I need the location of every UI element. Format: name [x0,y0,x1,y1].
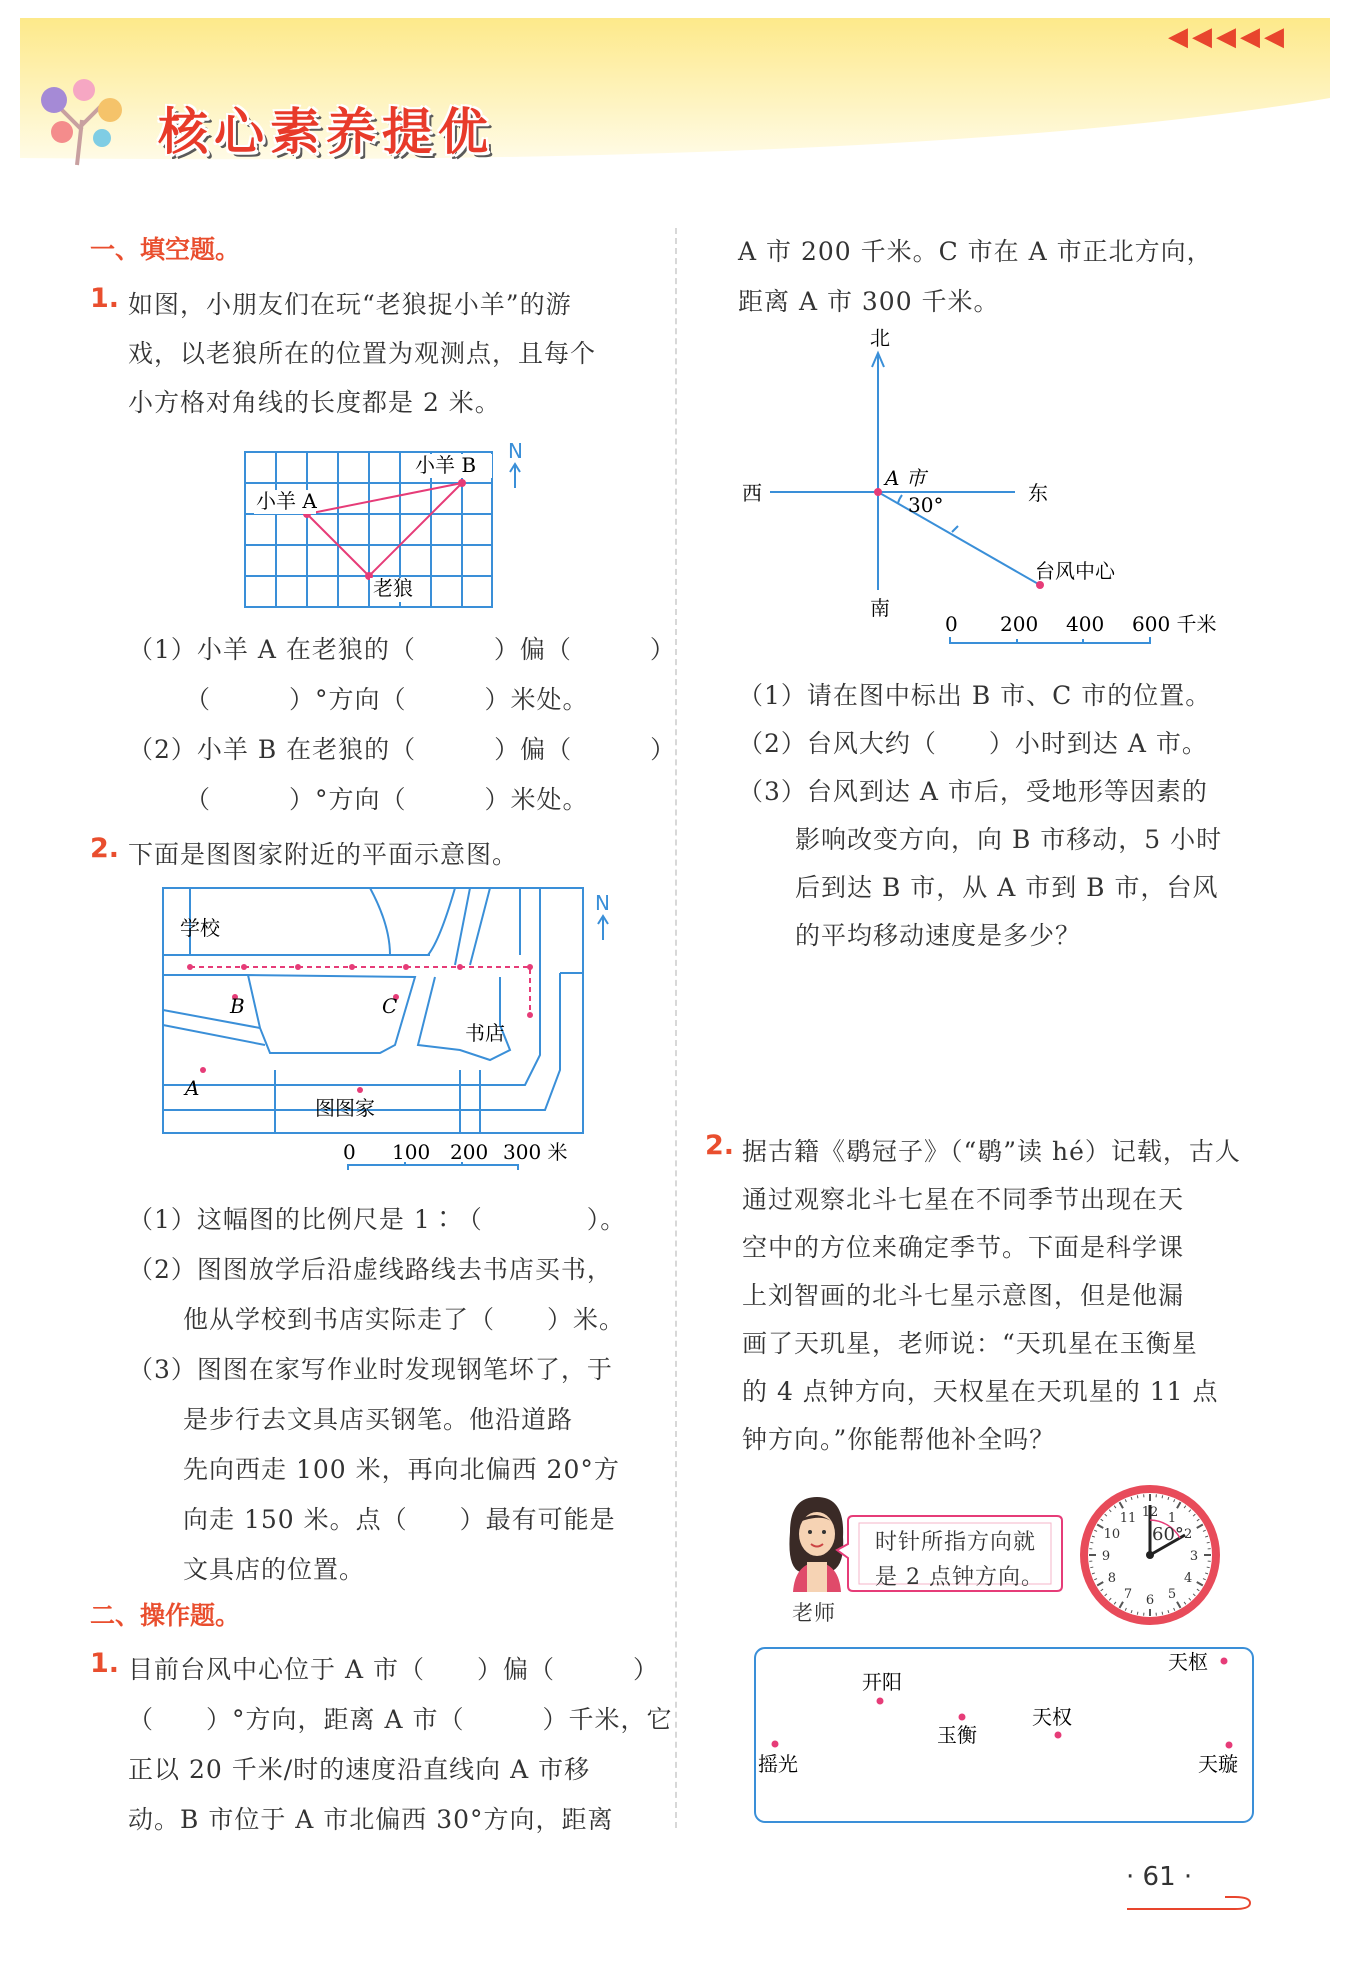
blank-line: 他从学校到书店实际走了（ ）米。 [183,1305,626,1334]
question-text-line: （3）图图在家写作业时发现钢笔坏了，于 [128,1355,613,1384]
sheep-b-point [458,479,466,487]
question-text-line: 钟方向。”你能帮他补全吗？ [742,1425,1056,1454]
clock-number: 2 [1183,1527,1193,1542]
page-number: · 61 · [1126,1862,1193,1892]
clock-number: 1 [1167,1510,1177,1526]
question-text-line: （3）台风到达 A 市后，受地形等因素的 [738,777,1208,806]
big-dipper-figure [752,1645,1257,1827]
sheep-a-label: 小羊 A [256,489,317,513]
question-text-line: 据古籍《鹖冠子》（“鹖”读 hé）记载，古人 [742,1137,1241,1166]
scale-tick: 0 [343,1140,356,1164]
city-a-point [874,488,882,496]
blank-line: （ ）°方向（ ）米处。 [185,785,589,814]
speech-text-line: 时针所指方向就 [875,1530,1037,1555]
question-text-line: 下面是图图家附近的平面示意图。 [128,840,519,869]
north-label: 北 [870,326,890,350]
column-divider [675,228,677,1828]
star-tianquan [1055,1732,1062,1739]
question-text-line: 正以 20 千米/时的速度沿直线向 A 市移 [128,1755,591,1784]
question-number: 1. [90,283,120,314]
east-label: 东 [1028,481,1048,505]
clock-number: 3 [1189,1549,1199,1564]
point-a-label: A [185,1076,200,1100]
school-label: 学校 [180,916,220,940]
point-c-label: C [382,994,398,1018]
question-text-line: 后到达 B 市，从 A 市到 B 市，台风 [795,873,1219,902]
point-b-label: B [230,994,245,1018]
star-yaoguang [772,1741,779,1748]
north-arrow-icon [510,464,520,488]
clock-number: 5 [1167,1587,1177,1603]
teacher-label: 老师 [792,1601,836,1625]
question-number: 2. [90,833,120,864]
blank-line: （1）这幅图的比例尺是 1∶（ ）。 [128,1205,627,1234]
question-number: 1. [90,1648,120,1679]
question-text-line: 文具店的位置。 [183,1555,366,1584]
scale-tick: 600 千米 [1132,612,1217,636]
typhoon-compass-figure [730,325,1250,655]
scale-tick: 200 [1000,612,1039,636]
question-text-line: 先向西走 100 米，再向北偏西 20°方 [183,1455,620,1484]
question-text-line: （1）请在图中标出 B 市、C 市的位置。 [738,681,1212,710]
tree-logo-icon [32,70,132,170]
question-number: 2. [705,1130,735,1161]
bookstore-label: 书店 [465,1021,505,1045]
clock-number: 4 [1183,1571,1193,1586]
scale-tick: 300 米 [503,1140,568,1164]
question-text-line: A 市 200 千米。C 市在 A 市正北方向， [738,237,1213,266]
blank-line: （2）台风大约（ ）小时到达 A 市。 [738,729,1208,758]
clock-angle-label: 60° [1152,1524,1184,1545]
scale-tick: 100 [392,1140,431,1164]
clock-icon [1075,1480,1225,1630]
west-label: 西 [742,481,762,505]
home-label: 图图家 [315,1096,375,1120]
scale-tick: 400 [1066,612,1105,636]
wolf-label: 老狼 [373,576,413,600]
north-arrow-icon [598,916,608,940]
star-tianshu [1221,1658,1228,1665]
clock-number: 8 [1107,1571,1117,1586]
page-number-swoosh-icon [1125,1895,1265,1915]
city-a-label: A 市 [885,466,926,490]
blank-line: （2）小羊 B 在老狼的（ ）偏（ ） [128,735,677,764]
typhoon-label: 台风中心 [1035,559,1115,583]
question-text-line: 是步行去文具店买钢笔。他沿道路 [183,1405,574,1434]
scale-bar [348,1162,518,1170]
question-text-line: 的 4 点钟方向，天权星在天玑星的 11 点 [742,1377,1219,1406]
scale-tick: 0 [945,612,958,636]
angle-label: 30° [908,493,944,517]
clock-number: 7 [1123,1587,1133,1603]
star-kaiyang [877,1698,884,1705]
section-title-operation: 二、操作题。 [90,1601,241,1630]
yuheng-label: 玉衡 [937,1723,977,1747]
tianshu-label: 天枢 [1168,1650,1208,1674]
question-text-line: 小方格对角线的长度都是 2 米。 [128,388,501,417]
neighborhood-map-figure [160,885,620,1175]
blank-line: （2）图图放学后沿虚线路线去书店买书， [128,1255,613,1284]
star-yuheng [959,1714,966,1721]
question-text-line: 影响改变方向，向 B 市移动，5 小时 [795,825,1223,854]
question-text-line: 上刘智画的北斗七星示意图，但是他漏 [742,1281,1185,1310]
question-text-line: 向走 150 米。点（ ）最有可能是 [183,1505,616,1534]
page-title: 核心素养提优 [158,103,494,161]
question-text-line: 戏，以老狼所在的位置为观测点，且每个 [128,339,597,368]
kaiyang-label: 开阳 [862,1670,902,1694]
clock-number: 9 [1101,1549,1111,1564]
blank-line: （ ）°方向（ ）米处。 [185,685,589,714]
blank-line: （1）小羊 A 在老狼的（ ）偏（ ） [128,635,676,664]
section-title-fill-blank: 一、填空题。 [90,235,241,264]
question-text-line: 空中的方位来确定季节。下面是科学课 [742,1233,1185,1262]
question-text-line: 如图，小朋友们在玩“老狼捉小羊”的游 [128,290,572,319]
question-text-line: 动。B 市位于 A 市北偏西 30°方向，距离 [128,1805,614,1834]
question-text-line: 通过观察北斗七星在不同季节出现在天 [742,1185,1185,1214]
clock-number: 10 [1103,1527,1121,1542]
south-label: 南 [870,596,890,620]
clock-number: 11 [1119,1510,1137,1526]
decorative-arrows: ◀◀◀◀◀ [1168,22,1288,52]
wolf-sheep-grid-figure [230,440,540,615]
question-text-line: （ ）°方向，距离 A 市（ ）千米，它 [128,1705,673,1734]
yaoguang-label: 摇光 [758,1752,798,1776]
star-tianxuan [1226,1742,1233,1749]
question-text-line: 距离 A 市 300 千米。 [738,287,1000,316]
sheep-b-label: 小羊 B [415,453,477,477]
clock-number: 12 [1141,1505,1159,1520]
scale-tick: 200 [450,1140,489,1164]
question-text-line: 目前台风中心位于 A 市（ ）偏（ ） [128,1655,659,1684]
question-text-line: 画了天玑星，老师说：“天玑星在玉衡星 [742,1329,1198,1358]
question-text-line: 的平均移动速度是多少？ [795,921,1082,950]
tianxuan-label: 天璇 [1198,1752,1238,1776]
north-label: N [595,891,610,915]
tianquan-label: 天权 [1032,1705,1072,1729]
clock-number: 6 [1145,1593,1155,1608]
north-label: N [508,440,523,463]
speech-text-line: 是 2 点钟方向。 [875,1565,1044,1590]
